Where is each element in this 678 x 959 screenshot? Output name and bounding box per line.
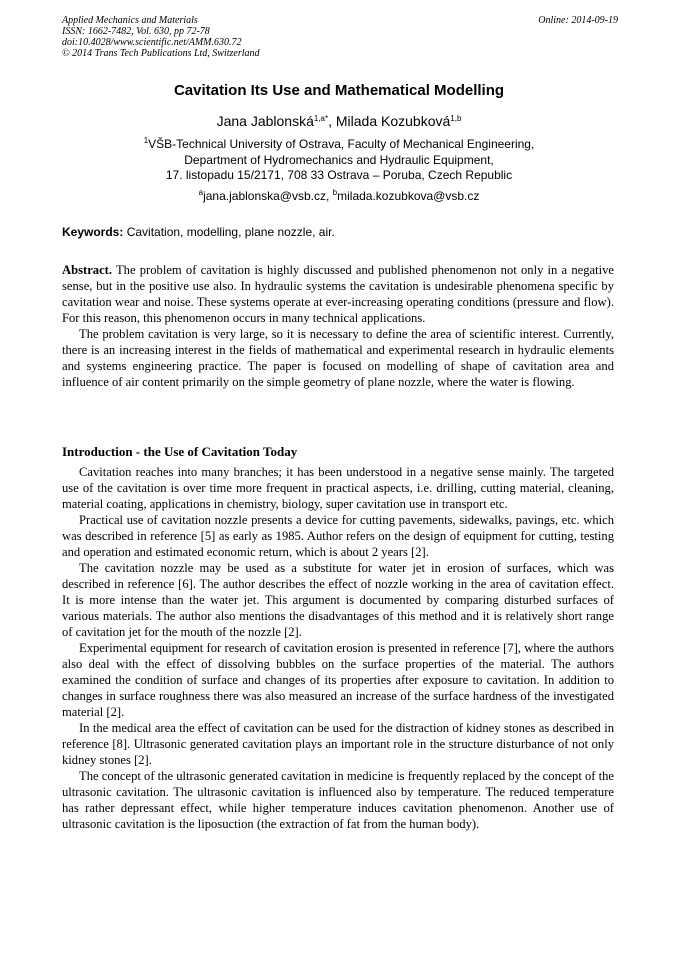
affiliation-line: 17. listopadu 15/2171, 708 33 Ostrava – Poruba, Czech Republic bbox=[165, 168, 513, 182]
introduction-section bbox=[62, 464, 614, 832]
journal-name: Applied Mechanics and Materials bbox=[62, 15, 198, 26]
abstract-label: Abstract. bbox=[62, 263, 113, 277]
author-name: Milada Kozubková bbox=[335, 113, 451, 129]
paper-title: Cavitation Its Use and Mathematical Modelling bbox=[173, 82, 505, 99]
body-paragraph: Experimental equipment for research of cavitation erosion is presented in reference [7], where the authors also deal with the effect of dissolving bubbles on the surface properties of the material. The authors examined the condition of surface and changes of its properties after exposure to cavitation. In addition to changes in surface roughness there was also measured an increase of the surface hardness of the investigated material [2]. bbox=[62, 641, 614, 719]
abstract-text: The problem of cavitation is highly discussed and published phenomenon not only in a negative sense, but in the positive use also. In hydraulic systems the cavitation is undesirable phenomena specific by cavitation wear and noise. These systems operate at ever-increasing operating conditions (pressure and flow). For this reason, this phenomenon occurs in many technical applications. bbox=[62, 263, 614, 325]
keywords-label: Keywords: bbox=[62, 225, 124, 239]
abstract bbox=[62, 262, 614, 390]
author-emails bbox=[0, 189, 678, 203]
abstract-paragraph: The problem cavitation is very large, so it is necessary to define the area of scientific interest. Currently, there is an increasing interest in the fields of mathematical and experimental research in hydraulic elements and systems engineering practice. The paper is focused on modelling of shape of cavitation area and influence of air content primarily on the simple geometry of plane nozzle, where the water is flowing. bbox=[62, 327, 614, 389]
affiliation-text: VŠB-Technical University of Ostrava, Faculty of Mechanical Engineering, bbox=[148, 137, 535, 151]
author-affiliation-mark: 1,a* bbox=[313, 114, 329, 123]
author-affiliation-mark: 1,b bbox=[450, 114, 462, 123]
email-mark: b bbox=[332, 188, 338, 197]
body-paragraph: Practical use of cavitation nozzle presents a device for cutting pavements, sidewalks, pavings, etc. which was described in reference [5] as early as 1985. Author refers on the design of equipment for cutting, testing and operation and estimated economic return, which is about 2 years [2]. bbox=[62, 513, 614, 559]
email-mark: a bbox=[198, 188, 204, 197]
author-separator: , bbox=[328, 113, 336, 129]
body-paragraph: In the medical area the effect of cavitation can be used for the distraction of kidney stones as described in reference [8]. Ultrasonic generated cavitation plays an important role in the structure disturbance of not only kidney stones [2]. bbox=[62, 721, 614, 767]
author-list bbox=[0, 113, 678, 129]
keywords-text: Cavitation, modelling, plane nozzle, air. bbox=[123, 225, 335, 239]
issn-line: ISSN: 1662-7482, Vol. 630, pp 72-78 bbox=[62, 26, 210, 37]
author-name: Jana Jablonská bbox=[216, 113, 314, 129]
doi-line: doi:10.4028/www.scientific.net/AMM.630.72 bbox=[62, 37, 242, 48]
email-link[interactable]: jana.jablonska@vsb.cz, bbox=[203, 189, 330, 203]
copyright-line: © 2014 Trans Tech Publications Ltd, Switzerland bbox=[62, 48, 260, 59]
email-link[interactable]: milada.kozubkova@vsb.cz bbox=[337, 189, 480, 203]
affiliation bbox=[0, 137, 678, 184]
affiliation-line: Department of Hydromechanics and Hydraulic Equipment, bbox=[184, 152, 494, 167]
affiliation-line bbox=[0, 137, 678, 153]
online-date: Online: 2014-09-19 bbox=[538, 15, 618, 26]
journal-header bbox=[62, 15, 618, 59]
section-heading: Introduction - the Use of Cavitation Today bbox=[62, 444, 298, 459]
body-paragraph: Cavitation reaches into many branches; it has been understood in a negative sense mainly. The targeted use of the cavitation is over time more frequent in practical aspects, i.e. drilling, cutting material, cleaning, material coating, applications in chemistry, biology, super cavitation use in transport etc. bbox=[62, 465, 614, 511]
keywords bbox=[62, 225, 618, 239]
abstract-paragraph bbox=[62, 262, 614, 326]
body-paragraph: The concept of the ultrasonic generated cavitation in medicine is frequently replaced by the concept of the ultrasonic cavitation. The ultrasonic cavitation is influenced also by temperature. The reduced temperature has rather depressant effect, while higher temperature induces cavitation phenomenon. Another use of ultrasonic cavitation is the liposuction (the extraction of fat from the human body). bbox=[62, 769, 615, 831]
body-paragraph: The cavitation nozzle may be used as a substitute for water jet in erosion of surfaces, which was described in reference [6]. The author describes the effect of nozzle working in the area of cavitation effect. It is more intense than the water jet. This argument is documented by comparing disturbed surfaces of various materials. The author also mentions the disadvantages of this method and it is relatively short range of cavitation jet for the mouth of the nozzle [2]. bbox=[62, 561, 614, 639]
affiliation-mark: 1 bbox=[143, 136, 149, 145]
